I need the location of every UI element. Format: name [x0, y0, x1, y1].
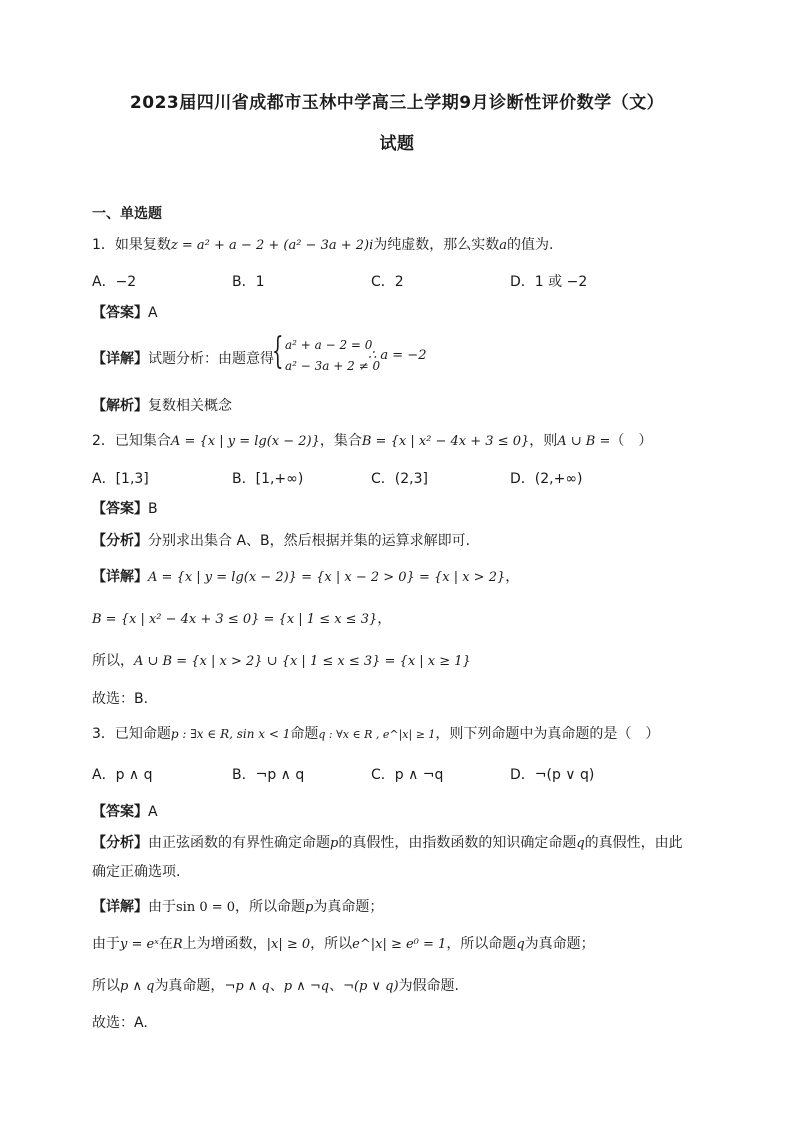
q3-detail-1	[92, 896, 383, 916]
q2-answer-value: B	[148, 501, 158, 517]
q1-var: a	[499, 238, 508, 253]
q3-option-c: C．p ∧ ¬q	[371, 767, 444, 783]
q2-option-a: A．[1,3]	[92, 471, 149, 487]
q3-detail-2d: ，所以	[310, 936, 353, 952]
document-title-line2: 试题	[379, 134, 415, 154]
q2-set-a: A = {x | y = lg(x − 2)}	[170, 434, 320, 449]
q2-fenxi-tag: 【分析】	[92, 533, 148, 549]
q3-detail-3-math1: p ∧ q	[120, 979, 155, 994]
q3-stem	[92, 723, 659, 743]
q1-suffix: 的值为.	[507, 237, 554, 253]
q3-fenxi-1a: 由正弦函数的有界性确定命题	[148, 835, 330, 851]
q1-answer-value: A	[148, 305, 158, 321]
q2-detail-1-math: A = {x | y = lg(x − 2)} = {x | x − 2 > 0} = {x | x > 2}	[148, 570, 506, 585]
q2-detail-tag: 【详解】	[92, 569, 148, 585]
q2-detail-1	[92, 566, 519, 586]
q1-system-line1: a² + a − 2 = 0	[285, 338, 373, 352]
q3-detail-3e: 为假命题.	[398, 978, 460, 994]
q3-detail-2	[92, 933, 595, 953]
q3-fenxi-2: 确定正确选项.	[92, 864, 181, 880]
q3-detail-tag: 【详解】	[92, 899, 148, 915]
q1-answer-tag: 【答案】	[92, 305, 148, 321]
q1-detail	[92, 348, 274, 368]
q2-fenxi	[92, 530, 470, 550]
q3-detail-3-math2: ¬p ∧ q	[224, 979, 270, 994]
q3-detail-2a: 由于	[92, 936, 120, 952]
q3-detail-1-p: p	[305, 900, 314, 915]
q2-option-c: C．(2,3]	[371, 471, 428, 487]
q3-fenxi-1c: 的真假性，由此	[584, 835, 683, 851]
q1-stem	[92, 234, 553, 254]
q3-prefix: 3．已知命题	[92, 726, 171, 742]
q3-detail-1b: ，所以命题	[235, 899, 306, 915]
q3-answer-value: A	[148, 804, 158, 820]
q1-analysis-tag: 【解析】	[92, 398, 148, 414]
q3-fenxi-1b: 的真假性，由指数函数的知识确定命题	[338, 835, 577, 851]
section-heading: 一、单选题	[92, 206, 162, 222]
q3-detail-3-math4: ¬(p ∨ q)	[343, 979, 399, 994]
q2-option-b: B．[1,+∞)	[232, 471, 304, 487]
q2-ask: A ∪ B =	[557, 434, 611, 449]
q3-detail-3d: 、	[329, 978, 344, 994]
q2-detail-2-end: ，	[377, 611, 392, 627]
q3-fenxi-q: q	[576, 836, 585, 851]
q2-detail-3-prefix: 所以，	[92, 653, 134, 669]
q3-detail-3b: 为真命题，	[154, 978, 225, 994]
q3-detail-2b: 在	[158, 936, 173, 952]
q2-answer	[92, 498, 158, 518]
q3-detail-1a: 由于	[148, 899, 176, 915]
q3-prop-q: q : ∀x ∈ R , e^|x| ≥ 1	[318, 728, 436, 741]
q3-answer-tag: 【答案】	[92, 804, 148, 820]
q3-fenxi-tag: 【分析】	[92, 835, 148, 851]
q2-suffix: ，则	[529, 433, 558, 449]
q3-detail-3-math3: p ∧ ¬q	[283, 979, 330, 994]
q1-detail-text: 试题分析：由题意得	[148, 351, 274, 367]
q3-option-d: D．¬(p ∨ q)	[510, 767, 595, 783]
q3-detail-3a: 所以	[92, 978, 120, 994]
q3-fenxi-1	[92, 832, 683, 852]
q3-detail-2c: 上为增函数，	[182, 936, 267, 952]
q2-choose: 故选：B.	[92, 691, 149, 707]
q1-option-b: B．1	[232, 274, 265, 290]
q1-system-line2: a² − 3a + 2 ≠ 0	[285, 359, 381, 373]
q1-prefix: 1．如果复数	[92, 237, 171, 253]
q2-stem	[92, 430, 652, 450]
q1-conclusion: ∴ a = −2	[368, 348, 427, 363]
q1-option-d: D．1 或 −2	[510, 274, 588, 290]
q1-option-c: C．2	[371, 274, 404, 290]
q2-option-d: D．(2,+∞)	[510, 471, 583, 487]
q2-mid: ，集合	[319, 433, 362, 449]
q3-detail-2e: ，所以命题	[446, 936, 517, 952]
q1-mid: 为纯虚数，那么实数	[373, 237, 500, 253]
q3-detail-1-math: sin 0 = 0	[176, 900, 236, 915]
q3-detail-2-math2: |x| ≥ 0	[266, 937, 311, 952]
q3-detail-2-q: q	[516, 937, 525, 952]
q2-detail-2-math: B = {x | x² − 4x + 3 ≤ 0} = {x | 1 ≤ x ≤ 3}	[92, 612, 378, 627]
q3-suffix: ，则下列命题中为真命题的是（ ）	[435, 726, 660, 742]
q3-detail-2-R: R	[172, 937, 183, 952]
q2-set-b: B = {x | x² − 4x + 3 ≤ 0}	[361, 434, 530, 449]
q3-detail-1c: 为真命题；	[313, 899, 384, 915]
q2-fenxi-text: 分别求出集合 A、B，然后根据并集的运算求解即可.	[148, 533, 471, 549]
q1-detail-tag: 【详解】	[92, 351, 148, 367]
q1-analysis	[92, 395, 232, 415]
q1-formula: z = a² + a − 2 + (a² − 3a + 2)i	[170, 238, 374, 253]
q2-detail-2	[92, 608, 391, 628]
q2-prefix: 2．已知集合	[92, 433, 171, 449]
q3-answer	[92, 801, 158, 821]
q3-detail-2f: 为真命题；	[524, 936, 595, 952]
q1-option-a: A．−2	[92, 274, 137, 290]
q3-detail-3c: 、	[269, 978, 284, 994]
q3-choose: 故选：A.	[92, 1015, 148, 1031]
document-title-line1: 2023届四川省成都市玉林中学高三上学期9月诊断性评价数学（文）	[129, 93, 665, 113]
q3-prop-p: p : ∃x ∈ R, sin x < 1	[170, 727, 291, 741]
q3-mid: 命题	[290, 726, 319, 742]
q3-option-b: B．¬p ∧ q	[232, 767, 305, 783]
q3-detail-3	[92, 975, 459, 995]
q3-detail-2-math1: y = eˣ	[120, 937, 159, 952]
q1-answer	[92, 302, 158, 322]
q3-detail-2-math3: e^|x| ≥ e⁰ = 1	[352, 937, 447, 952]
q3-fenxi-p: p	[330, 836, 339, 851]
q2-answer-tag: 【答案】	[92, 501, 148, 517]
q1-system-brace: {	[272, 331, 284, 372]
q2-detail-3	[92, 650, 471, 670]
q2-detail-3-math: A ∪ B = {x | x > 2} ∪ {x | 1 ≤ x ≤ 3} = {x | x ≥ 1}	[134, 654, 471, 669]
q1-analysis-text: 复数相关概念	[148, 398, 232, 414]
q3-option-a: A．p ∧ q	[92, 767, 153, 783]
q2-detail-1-end: ，	[505, 569, 520, 585]
q2-paren: （ ）	[610, 433, 653, 449]
